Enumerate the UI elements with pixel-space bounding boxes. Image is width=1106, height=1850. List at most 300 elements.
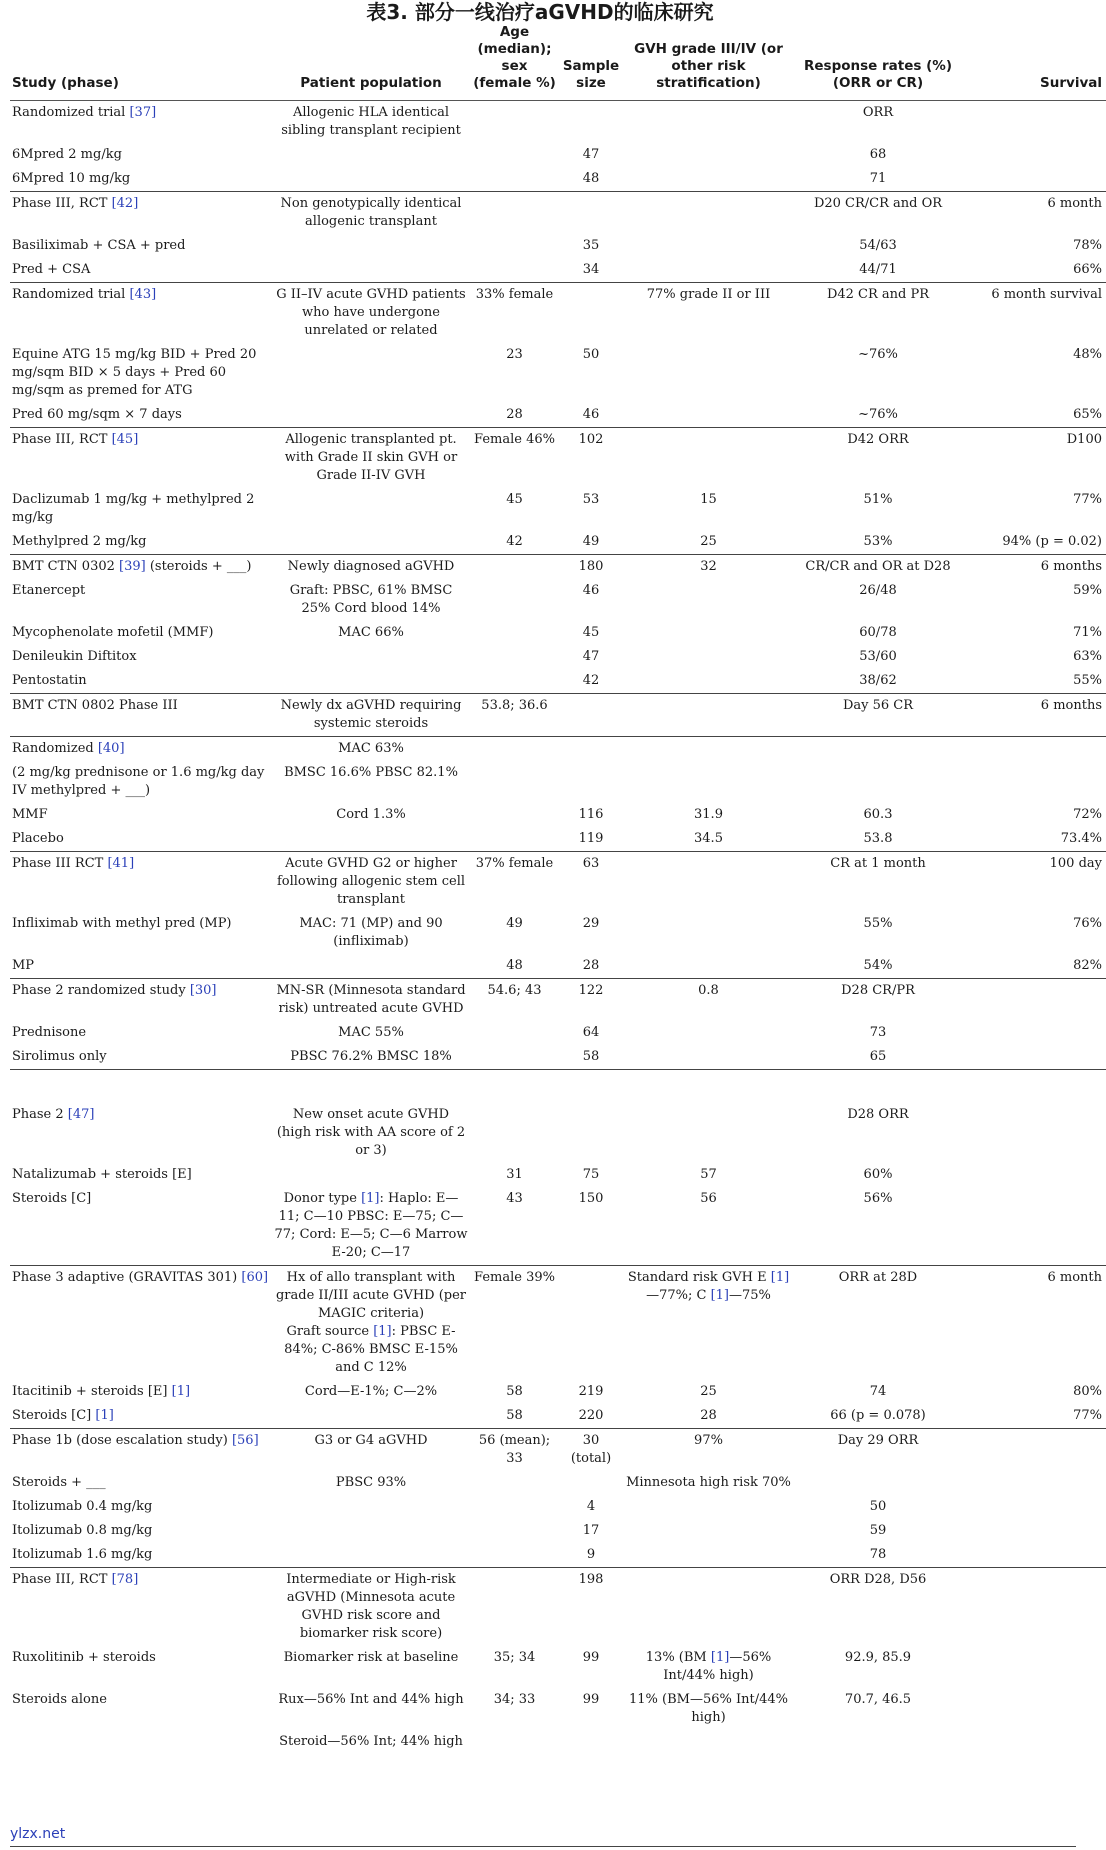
- reference-link[interactable]: [1]: [710, 1650, 730, 1665]
- bottom-rule: [10, 1846, 1076, 1847]
- cell-survival: [962, 1568, 1106, 1647]
- reference-link[interactable]: [41]: [107, 856, 135, 871]
- reference-link[interactable]: [43]: [129, 287, 157, 302]
- cell-sample-size: 64: [582, 1025, 600, 1040]
- cell-age: 54.6; 43: [487, 983, 542, 998]
- cell-age: Female 39%: [474, 1270, 555, 1285]
- cell-survival: 59%: [1073, 583, 1102, 598]
- table-row: [10, 1070, 1106, 1164]
- cell-sample-size: [559, 1266, 623, 1381]
- cell-sample-size: 49: [582, 534, 600, 549]
- cell-age: [470, 1070, 559, 1164]
- cell-study: Etanercept: [12, 583, 86, 598]
- cell-survival: 65%: [1073, 407, 1102, 422]
- cell-survival: [962, 1429, 1106, 1472]
- table-row: [10, 101, 1106, 144]
- cell-population: [272, 343, 470, 403]
- cell-population: [272, 234, 470, 258]
- cell-gvh-grade: 0.8: [698, 983, 719, 998]
- cell-gvh-grade: 31.9: [694, 807, 723, 822]
- cell-age: [470, 1045, 559, 1070]
- cell-study: Phase III, RCT [78]: [12, 1572, 139, 1587]
- table-row: [10, 621, 1106, 645]
- cell-age: [470, 737, 559, 762]
- cell-population: Allogenic transplanted pt. with Grade II skin GVH or Grade II-IV GVH: [284, 432, 458, 483]
- cell-age: [470, 827, 559, 852]
- cell-response: CR at 1 month: [830, 856, 926, 871]
- cell-population: MAC: 71 (MP) and 90 (infliximab): [299, 916, 443, 949]
- cell-population: [272, 488, 470, 530]
- cell-survival: [962, 737, 1106, 762]
- cell-response: 54%: [863, 958, 893, 973]
- table-row: [10, 1646, 1106, 1688]
- table-row: [10, 192, 1106, 235]
- cell-sample-size: 29: [582, 916, 600, 931]
- cell-sample-size: 150: [578, 1191, 604, 1206]
- cell-response: ~76%: [858, 347, 898, 362]
- cell-gvh-grade: [623, 1519, 794, 1543]
- reference-link[interactable]: [78]: [111, 1572, 139, 1587]
- reference-link[interactable]: [37]: [129, 105, 157, 120]
- cell-sample-size: [559, 192, 623, 235]
- cell-age: [470, 555, 559, 580]
- cell-response: D28 ORR: [847, 1107, 909, 1122]
- cell-response: D42 CR and PR: [826, 287, 930, 302]
- cell-gvh-grade: [623, 1021, 794, 1045]
- cell-study: Itolizumab 1.6 mg/kg: [12, 1547, 153, 1562]
- cell-sample-size: 42: [582, 673, 600, 688]
- cell-survival: 80%: [1073, 1384, 1102, 1399]
- table-row: [10, 852, 1106, 913]
- cell-population: [272, 167, 470, 192]
- cell-survival: [962, 1471, 1106, 1495]
- cell-age: 56 (mean); 33: [478, 1433, 551, 1466]
- col-header-gvh-grade: GVH grade III/IV (or other risk stratification): [634, 41, 783, 91]
- cell-study: Randomized [40]: [12, 741, 125, 756]
- table-row: [10, 954, 1106, 979]
- reference-link[interactable]: [42]: [111, 196, 139, 211]
- cell-population: [272, 1543, 470, 1568]
- cell-gvh-grade: [623, 912, 794, 954]
- cell-study: Natalizumab + steroids [E]: [12, 1167, 192, 1182]
- col-header-population: Patient population: [300, 75, 442, 91]
- cell-response: ORR: [862, 105, 894, 120]
- cell-population: Allogenic HLA identical sibling transplant recipient: [281, 105, 461, 138]
- cell-study: BMT CTN 0802 Phase III: [12, 698, 178, 713]
- table-row: [10, 1266, 1106, 1381]
- cell-survival: [962, 1543, 1106, 1568]
- reference-link[interactable]: [47]: [67, 1107, 95, 1122]
- cell-age: 34; 33: [493, 1692, 536, 1707]
- cell-study: Pred 60 mg/sqm × 7 days: [12, 407, 182, 422]
- cell-survival: [962, 1021, 1106, 1045]
- table-row: [10, 1380, 1106, 1404]
- table-row: [10, 645, 1106, 669]
- cell-sample-size: 99: [582, 1692, 600, 1707]
- cell-study: Steroids [C] [1]: [12, 1408, 114, 1423]
- cell-gvh-grade: 77% grade II or III: [646, 287, 771, 302]
- cell-age: 31: [506, 1167, 523, 1182]
- cell-study: Itolizumab 0.8 mg/kg: [12, 1523, 153, 1538]
- col-header-survival: Survival: [1040, 75, 1102, 91]
- table-row: [10, 579, 1106, 621]
- cell-survival: [962, 1730, 1106, 1754]
- table-row: [10, 1429, 1106, 1472]
- cell-study: Methylpred 2 mg/kg: [12, 534, 147, 549]
- cell-sample-size: 220: [578, 1408, 604, 1423]
- table-row: [10, 1495, 1106, 1519]
- reference-link[interactable]: [1]: [361, 1191, 380, 1206]
- table-title: 表3. 部分一线治疗aGVHD的临床研究: [366, 0, 714, 24]
- cell-survival: 73.4%: [1060, 831, 1102, 846]
- cell-study: MMF: [12, 807, 48, 822]
- cell-gvh-grade: [623, 645, 794, 669]
- table-row: [10, 167, 1106, 192]
- cell-response: 26/48: [859, 583, 897, 598]
- cell-study: Ruxolitinib + steroids: [12, 1650, 156, 1665]
- cell-gvh-grade: 13% (BM [1]—56% Int/44% high): [645, 1650, 772, 1683]
- cell-population: Rux—56% Int and 44% high: [278, 1692, 464, 1707]
- cell-study: Phase III, RCT [45]: [12, 432, 139, 447]
- header-row: [10, 24, 1106, 101]
- cell-sample-size: [559, 1730, 623, 1754]
- cell-sample-size: [559, 1471, 623, 1495]
- cell-study: Phase 1b (dose escalation study) [56]: [12, 1433, 259, 1448]
- table-row: [10, 258, 1106, 283]
- cell-gvh-grade: 57: [700, 1167, 717, 1182]
- table-row: [10, 283, 1106, 344]
- cell-age: [470, 192, 559, 235]
- cell-survival: 78%: [1073, 238, 1102, 253]
- cell-age: [470, 669, 559, 694]
- cell-age: [470, 258, 559, 283]
- table-row: [10, 694, 1106, 737]
- cell-response: 51%: [863, 492, 893, 507]
- cell-gvh-grade: [623, 1568, 794, 1647]
- cell-gvh-grade: [623, 1543, 794, 1568]
- reference-link[interactable]: [45]: [111, 432, 139, 447]
- cell-gvh-grade: [623, 579, 794, 621]
- cell-age: [470, 803, 559, 827]
- cell-study: Denileukin Diftitox: [12, 649, 137, 664]
- cell-age: [470, 1471, 559, 1495]
- cell-study: Pred + CSA: [12, 262, 91, 277]
- cell-study: Steroids + ___: [12, 1475, 106, 1490]
- cell-age: 58: [506, 1384, 523, 1399]
- cell-population: [272, 1163, 470, 1187]
- cell-gvh-grade: Minnesota high risk 70%: [626, 1475, 791, 1490]
- table-row: [10, 1163, 1106, 1187]
- cell-gvh-grade: 56: [700, 1191, 717, 1206]
- cell-study: Phase 3 adaptive (GRAVITAS 301) [60]: [12, 1270, 269, 1285]
- cell-survival: 6 month: [1047, 196, 1102, 211]
- table-row: [10, 403, 1106, 428]
- cell-study: Randomized trial [37]: [12, 105, 157, 120]
- table-row: [10, 827, 1106, 852]
- cell-sample-size: 30 (total): [570, 1433, 612, 1466]
- cell-sample-size: 102: [578, 432, 604, 447]
- cell-survival: [962, 1045, 1106, 1070]
- cell-sample-size: 9: [586, 1547, 596, 1562]
- cell-gvh-grade: [623, 1495, 794, 1519]
- cell-population: Acute GVHD G2 or higher following allogenic stem cell transplant: [276, 856, 466, 907]
- clinical-studies-table: [10, 24, 1106, 1754]
- cell-population: [272, 258, 470, 283]
- table-row: [10, 737, 1106, 762]
- cell-sample-size: 45: [582, 625, 600, 640]
- cell-age: [470, 1568, 559, 1647]
- cell-study: Daclizumab 1 mg/kg + methylpred 2 mg/kg: [12, 492, 255, 525]
- table-row: [10, 343, 1106, 403]
- cell-age: 28: [506, 407, 523, 422]
- cell-study: 6Mpred 2 mg/kg: [12, 147, 122, 162]
- cell-survival: 63%: [1073, 649, 1102, 664]
- cell-population: PBSC 93%: [335, 1475, 407, 1490]
- cell-response: 71: [869, 171, 887, 186]
- cell-age: 45: [506, 492, 523, 507]
- cell-sample-size: [559, 737, 623, 762]
- cell-age: 35; 34: [493, 1650, 536, 1665]
- cell-study: Phase III RCT [41]: [12, 856, 135, 871]
- cell-population: [272, 954, 470, 979]
- cell-response: 53/60: [859, 649, 897, 664]
- cell-age: [470, 645, 559, 669]
- cell-population: Newly diagnosed aGVHD: [287, 559, 455, 574]
- cell-response: [794, 1730, 962, 1754]
- table-row: [10, 669, 1106, 694]
- cell-age: [470, 234, 559, 258]
- cell-survival: 48%: [1073, 347, 1102, 362]
- cell-survival: 100 day: [1049, 856, 1102, 871]
- cell-survival: [962, 1646, 1106, 1688]
- cell-sample-size: 46: [582, 407, 600, 422]
- reference-link[interactable]: [1]: [373, 1324, 392, 1339]
- table-row: [10, 912, 1106, 954]
- cell-gvh-grade: 32: [700, 559, 717, 574]
- table-row: [10, 1187, 1106, 1266]
- table-body: [10, 101, 1106, 1755]
- cell-population: [272, 827, 470, 852]
- cell-survival: 82%: [1073, 958, 1102, 973]
- cell-population: Non genotypically identical allogenic transplant: [280, 196, 462, 229]
- cell-sample-size: 17: [582, 1523, 600, 1538]
- cell-response: ~76%: [858, 407, 898, 422]
- cell-population: MAC 55%: [338, 1025, 404, 1040]
- cell-population: G II–IV acute GVHD patients who have undergone unrelated or related: [276, 287, 466, 338]
- table-row: [10, 803, 1106, 827]
- cell-response: ORR at 28D: [838, 1270, 918, 1285]
- cell-survival: [962, 101, 1106, 144]
- cell-gvh-grade: Standard risk GVH E [1]—77%; C [1]—75%: [627, 1270, 790, 1303]
- cell-age: 43: [506, 1191, 523, 1206]
- table-row: [10, 555, 1106, 580]
- reference-link[interactable]: [1]: [95, 1408, 114, 1423]
- cell-response: D20 CR/CR and OR: [813, 196, 943, 211]
- cell-age: 48: [506, 958, 523, 973]
- cell-age: [470, 143, 559, 167]
- col-header-age: Age (median); sex (female %): [473, 24, 556, 91]
- cell-population: [272, 1519, 470, 1543]
- cell-population: Steroid—56% Int; 44% high: [279, 1734, 463, 1749]
- cell-gvh-grade: [623, 761, 794, 803]
- cell-population: [272, 1404, 470, 1429]
- cell-gvh-grade: [623, 1045, 794, 1070]
- cell-age: 49: [506, 916, 523, 931]
- reference-link[interactable]: [39]: [119, 559, 146, 574]
- cell-sample-size: 47: [582, 649, 600, 664]
- table-row: [10, 1045, 1106, 1070]
- table-row: [10, 1688, 1106, 1730]
- table-row: [10, 530, 1106, 555]
- cell-response: 50: [869, 1499, 887, 1514]
- cell-survival: [962, 1519, 1106, 1543]
- cell-study: [10, 1730, 272, 1754]
- table-row: [10, 488, 1106, 530]
- cell-response: CR/CR and OR at D28: [805, 559, 951, 574]
- cell-study: Phase III, RCT [42]: [12, 196, 139, 211]
- cell-response: 53.8: [863, 831, 893, 846]
- cell-response: 38/62: [859, 673, 897, 688]
- cell-response: [794, 1471, 962, 1495]
- cell-gvh-grade: 28: [700, 1408, 717, 1423]
- cell-response: 65: [869, 1049, 887, 1064]
- cell-response: 78: [869, 1547, 887, 1562]
- col-header-study: Study (phase): [12, 75, 119, 91]
- cell-population: MAC 66%: [338, 625, 404, 640]
- cell-survival: 6 months: [1040, 559, 1102, 574]
- cell-sample-size: 48: [582, 171, 600, 186]
- cell-response: 73: [869, 1025, 887, 1040]
- cell-response: [794, 761, 962, 803]
- cell-gvh-grade: [623, 403, 794, 428]
- cell-response: 44/71: [859, 262, 897, 277]
- cell-response: 55%: [863, 916, 893, 931]
- cell-response: Day 56 CR: [842, 698, 914, 713]
- cell-age: 37% female: [475, 856, 554, 871]
- cell-study: Mycophenolate mofetil (MMF): [12, 625, 214, 640]
- cell-survival: 94% (p = 0.02): [1002, 534, 1102, 549]
- cell-gvh-grade: [623, 1730, 794, 1754]
- cell-response: 53%: [863, 534, 893, 549]
- cell-population: [272, 403, 470, 428]
- cell-gvh-grade: [623, 954, 794, 979]
- cell-sample-size: 28: [582, 958, 600, 973]
- cell-sample-size: [559, 283, 623, 344]
- reference-link[interactable]: [1]: [710, 1288, 729, 1303]
- reference-link[interactable]: [56]: [231, 1433, 259, 1448]
- cell-age: [470, 1543, 559, 1568]
- cell-age: [470, 621, 559, 645]
- cell-response: 56%: [863, 1191, 893, 1206]
- cell-population: PBSC 76.2% BMSC 18%: [290, 1049, 452, 1064]
- cell-population: Cord 1.3%: [336, 807, 406, 822]
- cell-population: [272, 645, 470, 669]
- table-row: [10, 234, 1106, 258]
- table-row: [10, 143, 1106, 167]
- cell-response: 60/78: [859, 625, 897, 640]
- cell-survival: D100: [1066, 432, 1102, 447]
- cell-study: Steroids alone: [12, 1692, 107, 1707]
- cell-response: ORR D28, D56: [829, 1572, 927, 1587]
- cell-gvh-grade: [623, 621, 794, 645]
- reference-link[interactable]: [1]: [770, 1270, 790, 1285]
- cell-study: MP: [12, 958, 35, 973]
- cell-gvh-grade: [623, 428, 794, 489]
- cell-response: 66 (p = 0.078): [830, 1408, 926, 1423]
- cell-sample-size: 46: [582, 583, 600, 598]
- cell-study: Infliximab with methyl pred (MP): [12, 916, 232, 931]
- table-row: [10, 1471, 1106, 1495]
- cell-sample-size: 99: [582, 1650, 600, 1665]
- cell-response: D28 CR/PR: [841, 983, 915, 998]
- cell-age: 33% female: [475, 287, 554, 302]
- reference-link[interactable]: [40]: [97, 741, 125, 756]
- cell-survival: 71%: [1073, 625, 1102, 640]
- cell-study: Equine ATG 15 mg/kg BID + Pred 20 mg/sqm BID × 5 days + Pred 60 mg/sqm as premed for ATG: [12, 347, 257, 398]
- cell-age: [470, 101, 559, 144]
- cell-survival: [962, 761, 1106, 803]
- table-row: [10, 1568, 1106, 1647]
- cell-gvh-grade: [623, 192, 794, 235]
- cell-age: 23: [506, 347, 523, 362]
- cell-sample-size: 4: [586, 1499, 596, 1514]
- cell-survival: 76%: [1073, 916, 1102, 931]
- reference-link[interactable]: [60]: [241, 1270, 269, 1285]
- cell-study: Phase 2 randomized study [30]: [12, 983, 217, 998]
- cell-response: 60.3: [863, 807, 893, 822]
- cell-response: 59: [869, 1523, 887, 1538]
- cell-population: Hx of allo transplant with grade II/III acute GVHD (per MAGIC criteria) Graft source [1]: PBSC E-84%; C-86% BMSC E-15% and C 12%: [275, 1270, 467, 1375]
- cell-response: 60%: [863, 1167, 893, 1182]
- cell-gvh-grade: 11% (BM—56% Int/44% high): [629, 1692, 788, 1725]
- cell-survival: [962, 167, 1106, 192]
- cell-sample-size: 35: [582, 238, 600, 253]
- cell-gvh-grade: 15: [700, 492, 717, 507]
- cell-survival: [962, 1163, 1106, 1187]
- cell-age: [470, 1730, 559, 1754]
- reference-link[interactable]: [1]: [171, 1384, 191, 1399]
- cell-response: 70.7, 46.5: [844, 1692, 912, 1707]
- cell-sample-size: 180: [578, 559, 604, 574]
- cell-study: Basiliximab + CSA + pred: [12, 238, 186, 253]
- reference-link[interactable]: [30]: [189, 983, 217, 998]
- cell-age: [470, 167, 559, 192]
- cell-gvh-grade: [623, 343, 794, 403]
- cell-survival: 6 months: [1040, 698, 1102, 713]
- cell-response: 92.9, 85.9: [844, 1650, 912, 1665]
- cell-sample-size: 34: [582, 262, 600, 277]
- cell-gvh-grade: [623, 737, 794, 762]
- cell-age: 42: [506, 534, 523, 549]
- cell-population: Donor type [1]: Haplo: E—11; C—10 PBSC: E—75; C—77; Cord: E—5; C—6 Marrow E-20; C—17: [274, 1191, 468, 1260]
- cell-gvh-grade: [623, 234, 794, 258]
- cell-sample-size: 75: [582, 1167, 600, 1182]
- cell-study: Itacitinib + steroids [E] [1]: [12, 1384, 191, 1399]
- cell-gvh-grade: 25: [700, 534, 717, 549]
- cell-response: 68: [869, 147, 887, 162]
- table-row: [10, 761, 1106, 803]
- cell-population: BMSC 16.6% PBSC 82.1%: [284, 765, 458, 780]
- cell-response: Day 29 ORR: [837, 1433, 919, 1448]
- cell-population: Newly dx aGVHD requiring systemic steroids: [280, 698, 462, 731]
- cell-study: BMT CTN 0302 [39] (steroids + ___): [12, 559, 252, 574]
- cell-age: 58: [506, 1408, 523, 1423]
- cell-response: [794, 737, 962, 762]
- cell-survival: 55%: [1073, 673, 1102, 688]
- watermark: ylzx.net: [10, 1826, 66, 1842]
- cell-survival: [962, 143, 1106, 167]
- cell-study: 6Mpred 10 mg/kg: [12, 171, 131, 186]
